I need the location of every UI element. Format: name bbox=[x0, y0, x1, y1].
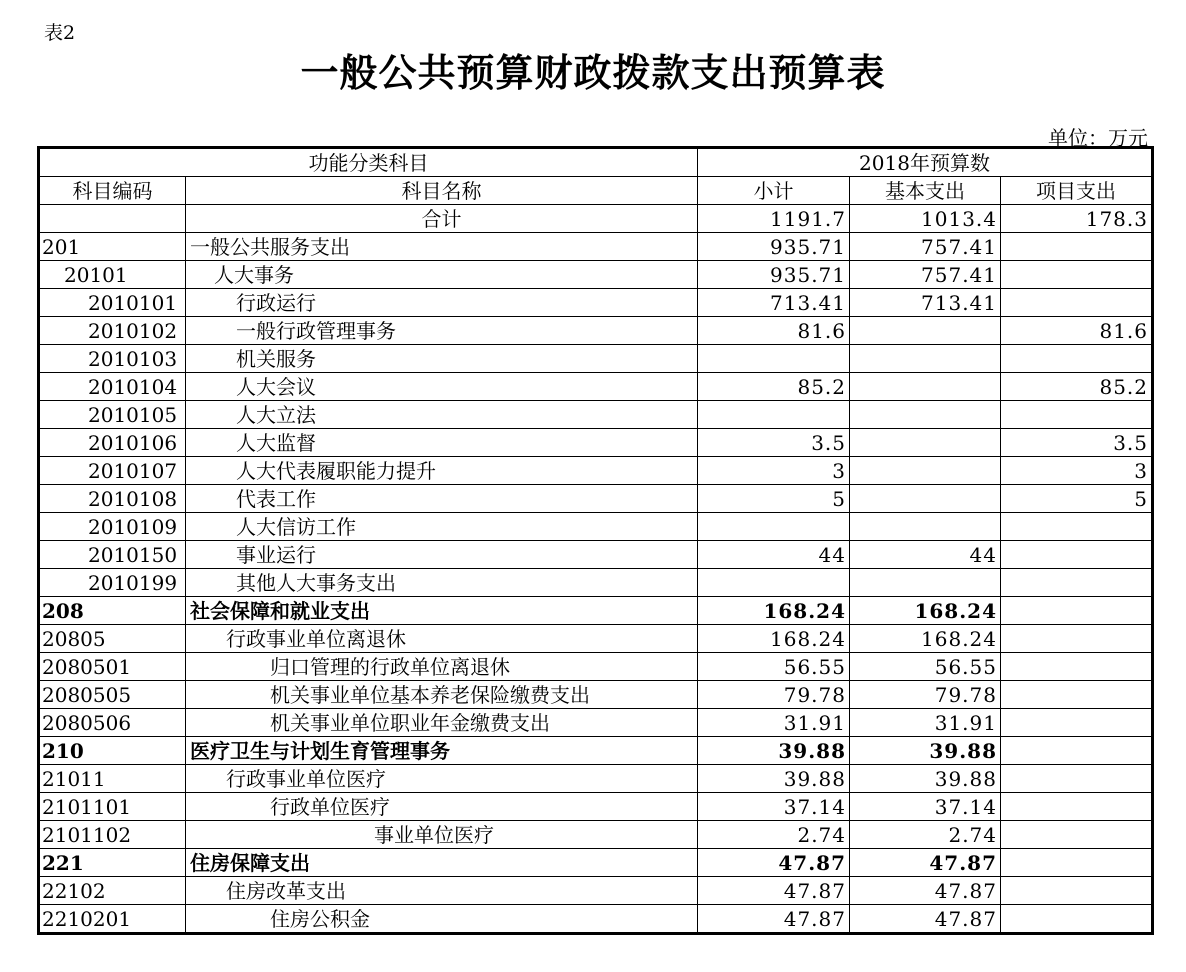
table-row bbox=[40, 289, 1152, 317]
row-basic: 757.41 bbox=[850, 233, 1001, 261]
row-subtotal: 37.14 bbox=[698, 793, 850, 821]
row-subtotal: 47.87 bbox=[698, 877, 850, 905]
row-basic: 39.88 bbox=[850, 737, 1001, 765]
row-basic bbox=[850, 401, 1001, 429]
row-code: 2101101 bbox=[40, 793, 186, 821]
row-subtotal: 56.55 bbox=[698, 653, 850, 681]
row-subtotal: 935.71 bbox=[698, 233, 850, 261]
row-project bbox=[1001, 541, 1152, 569]
row-basic: 47.87 bbox=[850, 905, 1001, 933]
row-basic: 56.55 bbox=[850, 653, 1001, 681]
row-code: 208 bbox=[40, 597, 186, 625]
row-project bbox=[1001, 653, 1152, 681]
row-subtotal: 5 bbox=[698, 485, 850, 513]
header-group-row bbox=[40, 149, 1152, 177]
row-name: 人大信访工作 bbox=[186, 513, 698, 541]
table-row bbox=[40, 765, 1152, 793]
table-row bbox=[40, 569, 1152, 597]
row-subtotal: 81.6 bbox=[698, 317, 850, 345]
row-subtotal: 44 bbox=[698, 541, 850, 569]
table-row bbox=[40, 737, 1152, 765]
header-project: 项目支出 bbox=[1001, 177, 1152, 205]
row-name: 人大事务 bbox=[186, 261, 698, 289]
row-name: 社会保障和就业支出 bbox=[186, 597, 698, 625]
row-basic: 39.88 bbox=[850, 765, 1001, 793]
page-title: 一般公共预算财政拨款支出预算表 bbox=[300, 51, 886, 95]
row-subtotal: 935.71 bbox=[698, 261, 850, 289]
header-code: 科目编码 bbox=[40, 177, 186, 205]
row-project bbox=[1001, 681, 1152, 709]
row-subtotal bbox=[698, 569, 850, 597]
table-row bbox=[40, 317, 1152, 345]
row-basic: 2.74 bbox=[850, 821, 1001, 849]
budget-table-body bbox=[40, 149, 1152, 933]
row-subtotal: 39.88 bbox=[698, 737, 850, 765]
row-name: 住房保障支出 bbox=[186, 849, 698, 877]
table-row bbox=[40, 877, 1152, 905]
header-budget-group: 2018年预算数 bbox=[698, 149, 1152, 177]
row-name: 事业单位医疗 bbox=[186, 821, 698, 849]
total-code-cell bbox=[40, 205, 186, 233]
row-code: 20101 bbox=[40, 261, 186, 289]
row-basic bbox=[850, 485, 1001, 513]
row-code: 2010108 bbox=[40, 485, 186, 513]
row-subtotal: 2.74 bbox=[698, 821, 850, 849]
row-subtotal: 85.2 bbox=[698, 373, 850, 401]
row-basic: 757.41 bbox=[850, 261, 1001, 289]
unit-label: 单位：万元 bbox=[1048, 126, 1148, 150]
row-project: 3.5 bbox=[1001, 429, 1152, 457]
row-code: 2010101 bbox=[40, 289, 186, 317]
row-code: 2010150 bbox=[40, 541, 186, 569]
row-name: 住房改革支出 bbox=[186, 877, 698, 905]
row-name: 医疗卫生与计划生育管理事务 bbox=[186, 737, 698, 765]
row-subtotal: 47.87 bbox=[698, 849, 850, 877]
total-name: 合计 bbox=[186, 205, 698, 233]
row-subtotal: 79.78 bbox=[698, 681, 850, 709]
row-basic bbox=[850, 317, 1001, 345]
row-code: 2010109 bbox=[40, 513, 186, 541]
row-code: 20805 bbox=[40, 625, 186, 653]
row-code: 2010103 bbox=[40, 345, 186, 373]
row-code: 2010106 bbox=[40, 429, 186, 457]
row-name: 人大监督 bbox=[186, 429, 698, 457]
row-name: 住房公积金 bbox=[186, 905, 698, 933]
row-project bbox=[1001, 709, 1152, 737]
row-project bbox=[1001, 261, 1152, 289]
table-row bbox=[40, 541, 1152, 569]
row-project bbox=[1001, 625, 1152, 653]
row-subtotal: 31.91 bbox=[698, 709, 850, 737]
row-project bbox=[1001, 513, 1152, 541]
row-code: 221 bbox=[40, 849, 186, 877]
row-code: 2210201 bbox=[40, 905, 186, 933]
header-function-group: 功能分类科目 bbox=[40, 149, 698, 177]
row-code: 2080506 bbox=[40, 709, 186, 737]
row-subtotal: 713.41 bbox=[698, 289, 850, 317]
row-subtotal: 168.24 bbox=[698, 597, 850, 625]
table-row bbox=[40, 653, 1152, 681]
header-name: 科目名称 bbox=[186, 177, 698, 205]
table-row bbox=[40, 345, 1152, 373]
table-row bbox=[40, 233, 1152, 261]
row-basic bbox=[850, 345, 1001, 373]
row-basic: 31.91 bbox=[850, 709, 1001, 737]
row-project: 5 bbox=[1001, 485, 1152, 513]
table-row bbox=[40, 625, 1152, 653]
row-name: 代表工作 bbox=[186, 485, 698, 513]
row-name: 人大立法 bbox=[186, 401, 698, 429]
row-basic: 44 bbox=[850, 541, 1001, 569]
row-project bbox=[1001, 233, 1152, 261]
row-subtotal: 3.5 bbox=[698, 429, 850, 457]
table-row bbox=[40, 485, 1152, 513]
row-code: 2010199 bbox=[40, 569, 186, 597]
row-code: 2010107 bbox=[40, 457, 186, 485]
row-basic: 47.87 bbox=[850, 877, 1001, 905]
row-basic: 168.24 bbox=[850, 625, 1001, 653]
total-subtotal: 1191.7 bbox=[698, 205, 850, 233]
table-row bbox=[40, 905, 1152, 933]
row-code: 210 bbox=[40, 737, 186, 765]
header-basic: 基本支出 bbox=[850, 177, 1001, 205]
row-project: 81.6 bbox=[1001, 317, 1152, 345]
row-basic: 713.41 bbox=[850, 289, 1001, 317]
row-name: 行政事业单位离退休 bbox=[186, 625, 698, 653]
row-basic bbox=[850, 429, 1001, 457]
table-row bbox=[40, 457, 1152, 485]
table-row bbox=[40, 429, 1152, 457]
table-row bbox=[40, 261, 1152, 289]
row-project bbox=[1001, 821, 1152, 849]
row-subtotal: 168.24 bbox=[698, 625, 850, 653]
row-project bbox=[1001, 793, 1152, 821]
row-project bbox=[1001, 401, 1152, 429]
row-code: 2101102 bbox=[40, 821, 186, 849]
row-basic bbox=[850, 373, 1001, 401]
row-project bbox=[1001, 345, 1152, 373]
row-name: 行政运行 bbox=[186, 289, 698, 317]
row-project: 3 bbox=[1001, 457, 1152, 485]
row-project bbox=[1001, 905, 1152, 933]
row-name: 机关服务 bbox=[186, 345, 698, 373]
row-project bbox=[1001, 849, 1152, 877]
row-name: 其他人大事务支出 bbox=[186, 569, 698, 597]
row-name: 一般公共服务支出 bbox=[186, 233, 698, 261]
row-name: 事业运行 bbox=[186, 541, 698, 569]
header-column-row bbox=[40, 177, 1152, 205]
row-subtotal bbox=[698, 513, 850, 541]
row-name: 人大会议 bbox=[186, 373, 698, 401]
row-basic bbox=[850, 569, 1001, 597]
row-code: 2080505 bbox=[40, 681, 186, 709]
row-project: 85.2 bbox=[1001, 373, 1152, 401]
row-code: 2080501 bbox=[40, 653, 186, 681]
row-name: 机关事业单位基本养老保险缴费支出 bbox=[186, 681, 698, 709]
row-code: 21011 bbox=[40, 765, 186, 793]
row-basic bbox=[850, 457, 1001, 485]
row-basic: 37.14 bbox=[850, 793, 1001, 821]
row-name: 一般行政管理事务 bbox=[186, 317, 698, 345]
table-row bbox=[40, 821, 1152, 849]
table-row bbox=[40, 401, 1152, 429]
total-project: 178.3 bbox=[1001, 205, 1152, 233]
row-project bbox=[1001, 597, 1152, 625]
row-code: 2010104 bbox=[40, 373, 186, 401]
row-subtotal: 47.87 bbox=[698, 905, 850, 933]
row-name: 归口管理的行政单位离退休 bbox=[186, 653, 698, 681]
row-name: 行政事业单位医疗 bbox=[186, 765, 698, 793]
row-project bbox=[1001, 569, 1152, 597]
row-project bbox=[1001, 737, 1152, 765]
table-row bbox=[40, 709, 1152, 737]
row-basic: 47.87 bbox=[850, 849, 1001, 877]
table-row bbox=[40, 373, 1152, 401]
row-subtotal bbox=[698, 401, 850, 429]
row-code: 201 bbox=[40, 233, 186, 261]
row-code: 2010105 bbox=[40, 401, 186, 429]
row-code: 22102 bbox=[40, 877, 186, 905]
budget-table bbox=[39, 148, 1152, 933]
total-row bbox=[40, 205, 1152, 233]
row-basic: 168.24 bbox=[850, 597, 1001, 625]
table-number-label: 表2 bbox=[44, 22, 76, 44]
row-name: 机关事业单位职业年金缴费支出 bbox=[186, 709, 698, 737]
table-row bbox=[40, 681, 1152, 709]
row-subtotal: 39.88 bbox=[698, 765, 850, 793]
row-code: 2010102 bbox=[40, 317, 186, 345]
table-row bbox=[40, 793, 1152, 821]
row-project bbox=[1001, 765, 1152, 793]
row-name: 人大代表履职能力提升 bbox=[186, 457, 698, 485]
table-row bbox=[40, 513, 1152, 541]
row-subtotal bbox=[698, 345, 850, 373]
table-row bbox=[40, 597, 1152, 625]
row-subtotal: 3 bbox=[698, 457, 850, 485]
total-basic: 1013.4 bbox=[850, 205, 1001, 233]
header-subtotal: 小计 bbox=[698, 177, 850, 205]
row-basic: 79.78 bbox=[850, 681, 1001, 709]
row-basic bbox=[850, 513, 1001, 541]
row-name: 行政单位医疗 bbox=[186, 793, 698, 821]
row-project bbox=[1001, 877, 1152, 905]
row-project bbox=[1001, 289, 1152, 317]
table-row bbox=[40, 849, 1152, 877]
